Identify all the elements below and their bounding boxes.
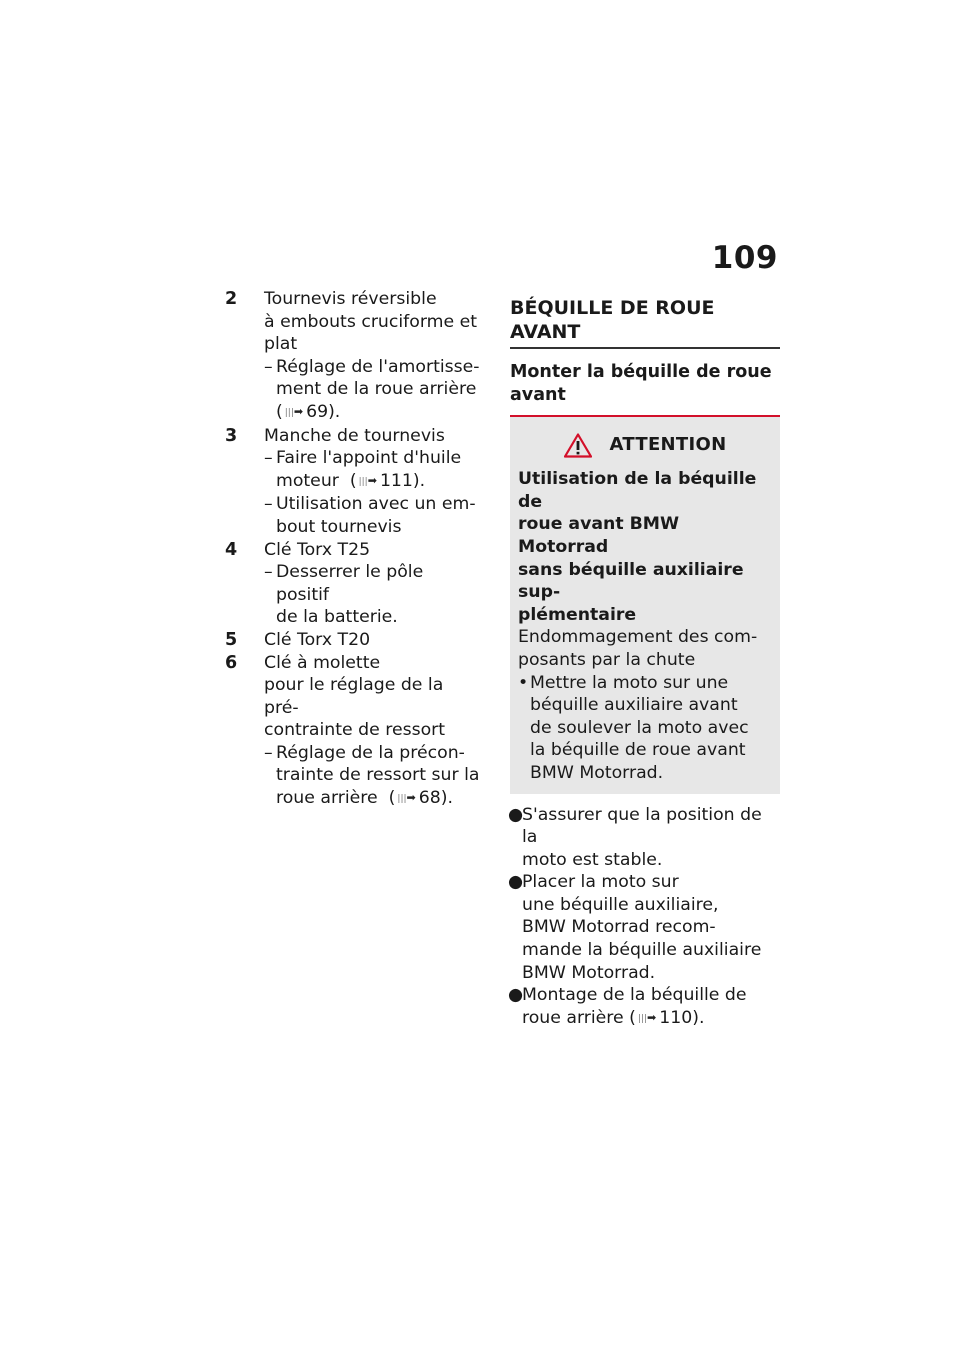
- item-line: à embouts cruciforme et: [264, 311, 478, 332]
- warning-header: [518, 433, 772, 458]
- sub-item: [264, 493, 480, 538]
- sub-line: de la batterie.: [276, 607, 398, 628]
- bullet-marker: ●: [508, 985, 524, 1006]
- step-line: BMW Motorrad.: [522, 962, 656, 983]
- warning-text-line: Endommagement des com-: [518, 627, 758, 648]
- item-line: plat: [264, 334, 298, 355]
- dash-marker: –: [264, 742, 273, 763]
- list-item: [225, 629, 480, 652]
- dash-marker: –: [264, 494, 273, 515]
- warning-bullet-line: Mettre la moto sur une: [530, 672, 729, 693]
- dash-marker: –: [264, 448, 273, 469]
- xref-line: moteur ( |||➡ 111).: [276, 470, 480, 494]
- arrow-right-icon: |||➡: [284, 404, 303, 418]
- section-title: BÉQUILLE DE ROUE AVANT: [510, 296, 780, 349]
- warning-box: [510, 417, 780, 793]
- list-item: [510, 804, 780, 872]
- sub-item: [264, 447, 480, 493]
- item-line: Tournevis réversible: [264, 289, 437, 309]
- warning-bullet: [518, 672, 772, 785]
- bullet-marker: ●: [508, 872, 524, 893]
- page-number: 109: [711, 240, 778, 276]
- sub-item: [264, 356, 480, 425]
- sub-line: ment de la roue arrière: [276, 379, 477, 400]
- warning-heading-line: roue avant BMW Motorrad: [518, 514, 680, 557]
- warning-bullet-line: BMW Motorrad.: [530, 762, 664, 783]
- sub-line: Faire l'appoint d'huile: [276, 448, 462, 469]
- list-item: [510, 984, 780, 1030]
- warning-bullet-line: béquille auxiliaire avant: [530, 695, 738, 716]
- list-item: [225, 425, 480, 539]
- warning-title: ATTENTION: [609, 434, 727, 456]
- dash-marker: –: [264, 562, 273, 583]
- xref-prefix: roue arrière (: [522, 1007, 636, 1028]
- item-line: Clé à molette: [264, 652, 381, 673]
- xref-page[interactable]: 111).: [379, 470, 426, 491]
- warning-bullet-line: de soulever la moto avec: [530, 717, 749, 738]
- sub-item: [264, 561, 480, 629]
- step-line: une béquille auxiliaire,: [522, 894, 719, 915]
- step-list: [510, 804, 780, 1031]
- xref-prefix: roue arrière: [276, 788, 378, 809]
- warning-heading-line: sans béquille auxiliaire sup-: [518, 559, 744, 603]
- subheading: Monter la béquille de roue avant: [510, 361, 780, 417]
- item-number: 2: [225, 289, 238, 309]
- item-number: 3: [225, 425, 238, 446]
- step-line: Placer la moto sur: [522, 872, 679, 893]
- list-item: [225, 539, 480, 629]
- sub-line: Utilisation avec un em-: [276, 494, 476, 515]
- item-line: pour le réglage de la pré-: [264, 675, 444, 718]
- sub-item: [264, 742, 480, 811]
- xref-line: ( |||➡ 69).: [276, 401, 480, 425]
- step-line: moto est stable.: [522, 849, 663, 870]
- xref-line: [522, 1007, 780, 1031]
- sub-line: trainte de ressort sur la: [276, 765, 480, 786]
- arrow-right-icon: |||➡: [637, 1010, 656, 1024]
- arrow-right-icon: |||➡: [358, 473, 376, 487]
- warning-heading-line: plémentaire: [518, 604, 637, 625]
- list-item: [510, 871, 780, 984]
- sub-line: bout tournevis: [276, 516, 402, 537]
- warning-triangle-icon: [564, 433, 592, 458]
- warning-heading-line: Utilisation de la béquille de: [518, 469, 757, 512]
- list-item: [225, 652, 480, 811]
- warning-bullet-line: la béquille de roue avant: [530, 740, 746, 761]
- item-line: Manche de tournevis: [264, 425, 445, 446]
- left-column: [225, 288, 480, 811]
- arrow-right-icon: |||➡: [397, 791, 415, 805]
- item-line: Clé Torx T25: [264, 539, 371, 560]
- item-number: 5: [225, 629, 238, 650]
- xref-page[interactable]: 69).: [306, 401, 341, 422]
- bullet-marker: ●: [508, 804, 524, 825]
- bullet-marker: •: [518, 672, 529, 693]
- item-line: Clé Torx T20: [264, 629, 371, 650]
- sub-line: Réglage de l'amortisse-: [276, 356, 480, 377]
- item-number: 6: [225, 652, 238, 673]
- step-line: Montage de la béquille de: [522, 985, 747, 1006]
- xref-line: roue arrière ( |||➡ 68).: [276, 787, 480, 811]
- xref-prefix: moteur: [276, 470, 339, 491]
- item-number: 4: [225, 539, 238, 560]
- step-line: mande la béquille auxiliaire: [522, 940, 762, 961]
- right-column: [510, 288, 780, 1030]
- step-line: BMW Motorrad recom-: [522, 917, 716, 938]
- dash-marker: –: [264, 356, 273, 377]
- warning-text-line: posants par la chute: [518, 649, 696, 670]
- sub-line: Desserrer le pôle positif: [276, 562, 424, 605]
- item-line: contrainte de ressort: [264, 720, 446, 741]
- list-item: [225, 288, 480, 425]
- xref-page[interactable]: 110).: [659, 1007, 705, 1028]
- xref-page[interactable]: 68).: [418, 788, 453, 809]
- sub-line: Réglage de la précon-: [276, 742, 465, 763]
- step-line: S'assurer que la position de la: [522, 804, 762, 848]
